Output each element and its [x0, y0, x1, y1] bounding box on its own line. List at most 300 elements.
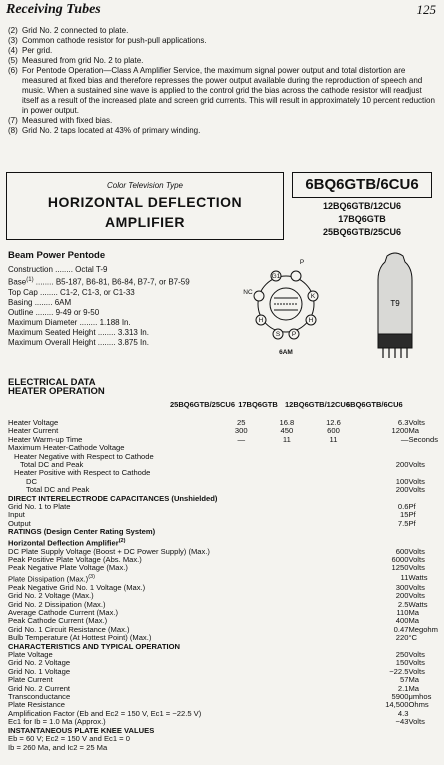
row-cell: 150 — [395, 658, 409, 668]
spec-label: Maximum Diameter — [8, 317, 78, 327]
spec-value: 6AM — [54, 297, 72, 307]
row-cell: −43 — [395, 717, 409, 727]
footnote-number: (8) — [8, 126, 18, 135]
row-cell — [309, 727, 359, 735]
row-cell — [265, 617, 309, 625]
row-cell: 0.47 — [393, 624, 409, 634]
row-cell — [309, 528, 359, 536]
data-row — [8, 503, 438, 511]
row-unit: Ma — [408, 426, 419, 436]
basing-diagram — [240, 254, 332, 359]
row-unit: Pf — [408, 510, 416, 520]
row-label: Transconductance — [8, 692, 71, 702]
row-cell — [309, 601, 359, 609]
row-cell — [265, 693, 309, 701]
row-cell — [309, 643, 359, 651]
leader-dots: ........ — [33, 277, 56, 287]
leader-dots: ........ — [33, 307, 56, 317]
footnote — [8, 126, 438, 136]
row-cell — [265, 453, 309, 461]
footnote-number: (5) — [8, 56, 18, 65]
row-cell — [265, 710, 309, 718]
row-cell — [217, 626, 265, 634]
row-unit: Pf — [408, 502, 416, 512]
electrical-data-heading: ELECTRICAL DATA HEATER OPERATION — [8, 377, 105, 397]
row-label: Heater Warm-up Time — [8, 434, 83, 444]
spec-list — [8, 265, 223, 348]
row-cell — [309, 511, 359, 519]
spec-row — [8, 308, 223, 318]
footnote — [8, 46, 438, 56]
spec-value: 9-49 or 9-50 — [55, 307, 100, 317]
row-cell — [217, 701, 265, 709]
row-cell — [309, 486, 359, 494]
row-cell — [217, 601, 265, 609]
row-unit: Megohm — [408, 624, 438, 634]
data-row — [8, 659, 438, 667]
row-cell — [309, 626, 359, 634]
pin-label-s: S — [275, 331, 281, 338]
row-label: Horizontal Deflection Amplifier$^{(2)}$ — [8, 537, 126, 548]
row-cell: 57 — [399, 675, 409, 685]
pin-label-h1: H — [258, 317, 264, 324]
row-label: Input — [8, 510, 25, 520]
footnotes — [8, 26, 438, 136]
row-cell: 0.6 — [397, 502, 409, 512]
row-cell — [309, 651, 359, 659]
row-unit: μmhos — [408, 692, 432, 702]
tube-title-line-1: HORIZONTAL DEFLECTION — [47, 194, 243, 210]
row-cell: 250 — [395, 650, 409, 660]
type-number-alt-1: 12BQ6GTB/12CU6 — [322, 201, 402, 211]
data-row — [8, 676, 438, 684]
type-number-main: 6BQ6GTB/6CU6 — [292, 172, 432, 198]
row-cell — [217, 735, 265, 743]
row-cell — [309, 584, 359, 592]
pin-label-h2: H — [308, 317, 314, 324]
row-label: Bulb Temperature (At Hottest Point) (Max.) — [8, 633, 152, 643]
row-cell: 25 — [237, 418, 246, 427]
footnote-text: Common cathode resistor for push-pull applications. — [22, 36, 207, 45]
row-cell — [217, 617, 265, 625]
row-cell — [265, 495, 309, 503]
row-cell — [265, 556, 309, 564]
row-cell: 600 — [327, 426, 340, 436]
row-cell: 6.3 — [397, 418, 409, 427]
column-header-17: 17BQ6GTB — [238, 400, 278, 409]
row-cell — [265, 634, 309, 642]
row-cell — [265, 626, 309, 634]
row-cell — [358, 727, 408, 735]
row-cell — [265, 685, 309, 693]
tube-title-line-2: AMPLIFIER — [105, 214, 185, 230]
row-unit: Volts — [408, 418, 425, 427]
row-cell: 6000 — [391, 555, 409, 565]
row-unit — [408, 727, 438, 735]
row-cell — [309, 701, 359, 709]
row-cell — [309, 564, 359, 572]
footnote-text: Grid No. 2 taps located at 43% of primary winding. — [22, 126, 201, 135]
row-cell — [265, 727, 309, 735]
row-cell — [217, 659, 265, 667]
row-cell — [265, 503, 309, 511]
row-cell — [265, 548, 309, 556]
row-cell — [265, 584, 309, 592]
row-cell — [265, 609, 309, 617]
column-header-12: 12BQ6GTB/12CU6 — [285, 400, 351, 409]
row-label: Plate Voltage — [8, 650, 53, 660]
spec-value: 3.313 In. — [117, 327, 149, 337]
spec-value: B5-187, B6-81, B6-84, B7-7, or B7-59 — [55, 277, 190, 287]
row-cell — [217, 495, 265, 503]
data-row — [8, 495, 438, 503]
row-cell — [217, 634, 265, 642]
row-cell — [309, 659, 359, 667]
row-cell: 11 — [329, 434, 338, 444]
data-row — [8, 511, 438, 519]
outline-label: T9 — [390, 299, 400, 308]
row-cell — [217, 727, 265, 735]
row-cell: 300 — [395, 582, 409, 592]
pin-label-g1: G1 — [271, 273, 281, 280]
row-label: Maximum Heater-Cathode Voltage — [8, 443, 125, 453]
row-cell — [309, 718, 359, 726]
row-cell: 300 — [234, 426, 248, 436]
row-label: RATINGS (Design Center Rating System) — [8, 527, 156, 537]
row-label: Ec1 for Ib = 1.0 Ma (Approx.) — [8, 717, 106, 727]
row-label: Peak Cathode Current (Max.) — [8, 616, 108, 626]
footnote — [8, 36, 438, 46]
spec-row — [8, 338, 223, 348]
row-label: Eb = 60 V; Ec2 = 150 V and Ec1 = 0 — [8, 734, 130, 744]
row-cell: 1250 — [391, 563, 409, 573]
footnote — [8, 116, 438, 126]
row-label: Amplification Factor (Eb and Ec2 = 150 V, Ec1 = −22.5 V) — [8, 708, 202, 718]
row-cell — [358, 528, 408, 536]
leader-dots: ........ — [37, 287, 61, 297]
row-cell — [265, 668, 309, 676]
pin-label-k: K — [310, 293, 316, 300]
data-row — [8, 693, 438, 701]
row-cell — [217, 592, 265, 600]
row-cell — [309, 453, 359, 461]
row-cell — [217, 718, 265, 726]
footnote — [8, 56, 438, 66]
row-cell — [217, 528, 265, 536]
row-cell — [309, 444, 359, 452]
footnote-number: (3) — [8, 36, 18, 45]
row-cell — [309, 461, 359, 469]
row-cell — [309, 710, 359, 718]
row-cell — [217, 520, 265, 528]
row-cell — [265, 537, 309, 548]
type-number-box — [292, 172, 432, 237]
row-cell — [217, 744, 265, 752]
footnote-number: (4) — [8, 46, 18, 55]
row-cell — [217, 651, 265, 659]
row-cell: 7.5 — [397, 518, 409, 528]
leader-dots: ........ — [95, 337, 118, 347]
row-unit: Ma — [408, 683, 419, 693]
row-cell — [265, 486, 309, 494]
row-unit: Volts — [408, 485, 425, 495]
data-row — [8, 744, 438, 752]
data-row — [8, 643, 438, 651]
spec-label: Outline — [8, 307, 34, 317]
row-cell — [309, 478, 359, 486]
spec-row — [8, 288, 223, 298]
row-label: Plate Current — [8, 675, 53, 685]
row-label: INSTANTANEOUS PLATE KNEE VALUES — [8, 725, 155, 735]
row-cell: 12.6 — [326, 418, 341, 427]
row-cell — [217, 584, 265, 592]
row-cell — [265, 718, 309, 726]
row-cell — [217, 693, 265, 701]
data-row — [8, 419, 438, 427]
row-cell — [217, 444, 265, 452]
footnote-text: Measured with fixed bias. — [22, 116, 113, 125]
row-cell — [309, 693, 359, 701]
data-row — [8, 528, 438, 536]
row-label: Peak Negative Plate Voltage (Max.) — [8, 563, 128, 573]
row-unit — [408, 444, 438, 452]
row-unit: Volts — [408, 460, 425, 470]
type-number-alt-2: 17BQ6GTB — [338, 214, 386, 224]
row-unit: Watts — [408, 573, 428, 583]
data-row — [8, 537, 438, 548]
row-cell — [309, 685, 359, 693]
tube-subtitle: Color Television Type — [106, 181, 184, 190]
row-cell — [217, 486, 265, 494]
row-unit: Watts — [408, 599, 428, 609]
row-unit: Volts — [408, 717, 425, 727]
row-cell: 200 — [395, 460, 409, 470]
row-unit — [408, 744, 438, 752]
row-cell — [217, 710, 265, 718]
row-unit: Volts — [408, 546, 425, 556]
row-cell — [309, 495, 359, 503]
row-label: Grid No. 2 Current — [8, 683, 71, 693]
column-header-25: 25BQ6GTB/25CU6 — [170, 400, 236, 409]
row-unit — [408, 537, 438, 548]
row-cell — [217, 685, 265, 693]
row-cell — [309, 609, 359, 617]
row-label: DC — [26, 476, 37, 486]
row-unit: Seconds — [408, 434, 438, 444]
row-cell — [265, 478, 309, 486]
row-cell — [358, 735, 408, 743]
row-label: Total DC and Peak — [20, 460, 84, 470]
row-unit: Volts — [408, 563, 425, 573]
row-cell — [217, 511, 265, 519]
row-cell — [217, 573, 265, 584]
basing-label: 6AM — [279, 349, 293, 356]
row-cell — [358, 744, 408, 752]
electrical-data-table — [8, 419, 438, 752]
row-cell — [265, 701, 309, 709]
row-cell — [217, 503, 265, 511]
row-label: Grid No. 2 Voltage (Max.) — [8, 591, 94, 601]
row-cell — [309, 520, 359, 528]
row-cell — [309, 556, 359, 564]
spec-row — [8, 275, 223, 288]
row-cell: 15 — [399, 510, 409, 520]
row-cell: 11 — [400, 573, 409, 583]
row-cell — [217, 469, 265, 477]
row-unit: Ma — [408, 675, 419, 685]
row-cell — [309, 676, 359, 684]
row-cell — [309, 744, 359, 752]
spec-footnote-ref: (1) — [26, 277, 34, 283]
footnote — [8, 26, 438, 36]
row-label: Average Cathode Current (Max.) — [8, 608, 119, 617]
row-cell: 100 — [395, 476, 409, 486]
row-unit: Pf — [408, 518, 416, 528]
leader-dots: ........ — [77, 317, 100, 327]
row-unit: Volts — [408, 650, 425, 660]
row-cell: 600 — [395, 546, 409, 556]
row-cell: 450 — [280, 426, 294, 436]
row-cell — [309, 573, 359, 584]
spec-row — [8, 328, 223, 338]
spec-row — [8, 298, 223, 308]
row-unit: Ma — [408, 616, 419, 626]
row-cell — [265, 676, 309, 684]
row-cell — [265, 461, 309, 469]
row-cell: 400 — [395, 616, 409, 626]
row-cell — [309, 617, 359, 625]
row-cell: 1200 — [391, 426, 409, 436]
footnote-text: Grid No. 2 connected to plate. — [22, 26, 129, 35]
row-cell — [217, 676, 265, 684]
row-label: DC Plate Supply Voltage (Boost + DC Power Supply) (Max.) — [8, 546, 210, 556]
row-cell — [309, 503, 359, 511]
row-unit: Ohms — [408, 700, 429, 710]
row-cell — [309, 469, 359, 477]
row-cell: 16.8 — [279, 418, 295, 427]
pin-label-nc: NC — [243, 289, 253, 296]
data-row — [8, 469, 438, 477]
row-label: Grid No. 1 Circuit Resistance (Max.) — [8, 624, 130, 634]
row-cell — [309, 634, 359, 642]
row-unit: °C — [408, 633, 417, 643]
section-title: Receiving Tubes — [6, 2, 101, 17]
row-cell — [358, 537, 408, 548]
row-cell — [217, 478, 265, 486]
footnote-text: Per grid. — [22, 46, 53, 55]
row-cell: 200 — [395, 591, 409, 601]
row-label: Grid No. 2 Voltage — [8, 658, 71, 668]
row-cell — [217, 609, 265, 617]
spec-label: Maximum Seated Height — [8, 327, 96, 337]
spec-value: 3.875 In. — [117, 337, 149, 347]
data-row — [8, 685, 438, 693]
row-cell: 110 — [396, 608, 409, 617]
row-unit: Volts — [408, 582, 425, 592]
spec-label: Base — [8, 277, 27, 287]
row-unit: Volts — [408, 476, 425, 486]
row-cell: 11 — [282, 434, 291, 444]
leader-dots: ........ — [32, 297, 55, 307]
spec-row — [8, 318, 223, 328]
row-cell — [265, 528, 309, 536]
row-label: Heater Negative with Respect to Cathode — [14, 451, 154, 461]
row-cell — [265, 735, 309, 743]
spec-label: Basing — [8, 297, 33, 307]
row-cell — [217, 643, 265, 651]
row-cell — [358, 444, 408, 452]
row-cell — [265, 511, 309, 519]
row-label: Heater Voltage — [8, 418, 59, 427]
row-cell — [309, 668, 359, 676]
row-cell — [265, 744, 309, 752]
row-unit — [408, 528, 438, 536]
row-label: CHARACTERISTICS AND TYPICAL OPERATION — [8, 641, 180, 651]
leader-dots: ........ — [52, 265, 76, 274]
row-label: Plate Dissipation $(Max.)^{(3)}$ — [8, 573, 95, 584]
row-cell — [217, 556, 265, 564]
top-cap-label: P — [299, 259, 305, 266]
row-label: Ib = 260 Ma, and Ic2 = 25 Ma — [8, 742, 108, 752]
row-unit: Ma — [408, 608, 419, 617]
spec-label: Top Cap — [8, 287, 38, 297]
footnote-text: For Pentode Operation—Class A Amplifier Service, the maximum signal power output and total distortion are measured at fixed bias and therefore represses the power output available during the reproduction of speech and music. When a sustained sine wave is applied to the control grid the bias across the cathode resistor will readjust itself as a result of the increased plate and screen grid currents. This will result in approximately 10 percent reduction in power output. — [22, 66, 435, 115]
row-label: Grid No. 1 Voltage — [8, 666, 71, 676]
data-row — [8, 651, 438, 659]
row-cell — [309, 548, 359, 556]
row-cell — [217, 548, 265, 556]
row-label: Grid No. 1 to Plate — [8, 502, 71, 512]
row-cell: 14,500 — [385, 700, 409, 710]
row-cell — [309, 735, 359, 743]
row-cell: 2.1 — [397, 683, 409, 693]
row-cell: — — [400, 434, 409, 444]
leader-dots: ........ — [95, 327, 118, 337]
row-label: Heater Current — [8, 426, 59, 436]
row-label: Peak Negative Grid No. 1 Voltage (Max.) — [8, 582, 146, 592]
row-cell — [265, 564, 309, 572]
row-cell — [265, 469, 309, 477]
row-cell — [217, 564, 265, 572]
footnote-number: (7) — [8, 116, 18, 125]
row-cell — [217, 461, 265, 469]
footnote-number: (2) — [8, 26, 18, 35]
row-unit: Volts — [408, 666, 425, 676]
spec-value: Octal T-9 — [75, 265, 108, 274]
tube-type-heading: Beam Power Pentode — [8, 250, 106, 261]
row-cell — [265, 592, 309, 600]
row-cell: −22.5 — [389, 666, 409, 676]
row-cell — [217, 537, 265, 548]
data-row — [8, 668, 438, 676]
row-cell — [265, 643, 309, 651]
row-cell — [309, 592, 359, 600]
row-label: Total DC and Peak — [26, 485, 90, 495]
row-cell: 200 — [395, 485, 409, 495]
tube-outline-drawing — [370, 250, 420, 360]
pin-label-p: P — [291, 331, 297, 338]
spec-label: Construction — [8, 265, 53, 274]
row-unit: Volts — [408, 658, 425, 668]
row-cell: 2.5 — [397, 599, 409, 609]
row-cell — [309, 537, 359, 548]
row-unit: Volts — [408, 591, 425, 601]
type-number-alt-3: 25BQ6GTB/25CU6 — [322, 227, 402, 237]
row-unit: Volts — [408, 555, 425, 565]
spec-value: 1.188 In. — [99, 317, 131, 327]
row-label: Plate Resistance — [8, 700, 65, 710]
row-label: DIRECT INTERELECTRODE CAPACITANCES (Unshielded) — [8, 493, 218, 503]
